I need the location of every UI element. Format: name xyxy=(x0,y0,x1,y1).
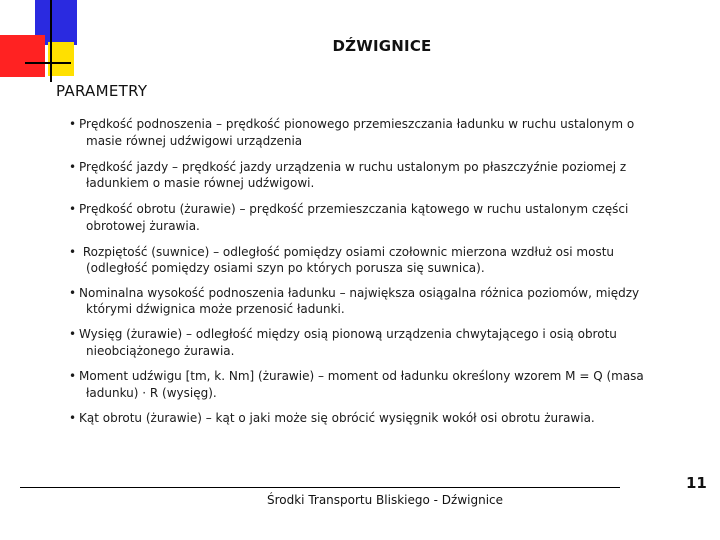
list-item xyxy=(58,244,658,277)
bullet-text: Prędkość obrotu (żurawie) – prędkość przemieszczania kątowego w ruchu ustalonym części obrotowej żurawia. xyxy=(79,202,629,233)
parameter-list xyxy=(58,116,658,436)
bullet-icon: • xyxy=(69,285,77,300)
bullet-icon: • xyxy=(69,244,77,259)
list-item xyxy=(58,368,658,401)
decor-horizontal-line xyxy=(25,62,71,64)
list-item xyxy=(58,159,658,192)
list-item xyxy=(58,410,658,427)
list-item xyxy=(58,285,658,318)
bullet-icon: • xyxy=(69,202,77,216)
footer-divider xyxy=(20,487,620,488)
section-heading: PARAMETRY xyxy=(56,82,148,100)
list-item xyxy=(58,326,658,359)
bullet-icon: • xyxy=(69,411,77,425)
bullet-text: Nominalna wysokość podnoszenia ładunku – największa osiągalna różnica poziomów, między którymi dźwignica może przenosić ładunki. xyxy=(79,285,640,316)
list-item xyxy=(58,201,658,234)
bullet-icon: • xyxy=(69,369,77,383)
bullet-text: Kąt obrotu (żurawie) – kąt o jaki może się obrócić wysięgnik wokół osi obrotu żurawia. xyxy=(79,411,595,425)
bullet-text: Moment udźwigu [tm, k. Nm] (żurawie) – moment od ładunku określony wzorem M = Q (masa ładunku) · R (wysięg). xyxy=(79,369,644,400)
bullet-icon: • xyxy=(69,159,77,174)
bullet-text: Wysięg (żurawie) – odległość między osią pionową urządzenia chwytającego i osią obrotu nieobciążonego żurawia. xyxy=(79,327,617,358)
slide-title: DŹWIGNICE xyxy=(332,37,432,55)
bullet-icon: • xyxy=(69,327,77,341)
bullet-icon: • xyxy=(69,117,77,131)
bullet-text: Rozpiętość (suwnice) – odległość pomiędzy osiami czołownic mierzona wzdłuż osi mostu (odległość pomiędzy osiami szyn po których porusza się suwnica). xyxy=(79,244,615,275)
list-item xyxy=(58,116,658,149)
footer-text: Środki Transportu Bliskiego - Dźwignice xyxy=(266,493,504,507)
page-number: 11 xyxy=(686,474,707,492)
bullet-text: Prędkość jazdy – prędkość jazdy urządzenia w ruchu ustalonym po płaszczyźnie poziomej z ładunkiem o masie równej udźwigowi. xyxy=(79,159,627,190)
bullet-text: Prędkość podnoszenia – prędkość pionowego przemieszczania ładunku w ruchu ustalonym o masie równej udźwigowi urządzenia xyxy=(79,117,635,148)
